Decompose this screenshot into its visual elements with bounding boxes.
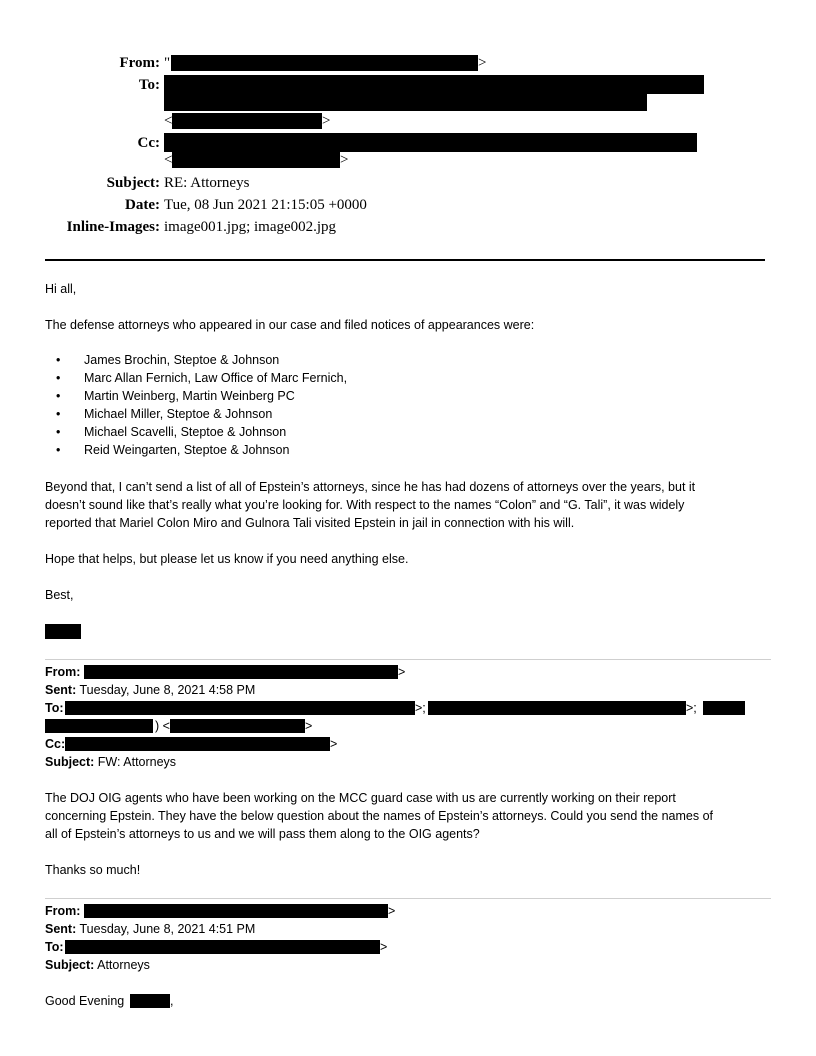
forward-body-paragraph: [45, 789, 767, 843]
original-subject-row: [45, 956, 150, 974]
redaction-box: [164, 94, 647, 111]
redaction-box: [130, 994, 170, 1008]
forward-cc-gt: >: [330, 737, 338, 751]
forward-subject-row: [45, 753, 176, 771]
header-cc-lt: <: [164, 152, 173, 168]
redaction-box: [172, 113, 322, 129]
redaction-box: [45, 719, 153, 733]
original-from-label: From:: [45, 904, 81, 918]
header-from-prefix: ": [164, 55, 171, 71]
paragraph-line: The DOJ OIG agents who have been working on the MCC guard case with us are currently working on their report: [45, 791, 676, 805]
attorney-list-item: • Reid Weingarten, Steptoe & Johnson: [45, 441, 347, 459]
original-sent-value: Tuesday, June 8, 2021 4:51 PM: [79, 922, 256, 936]
signature-redaction: [45, 624, 81, 639]
original-divider: [45, 898, 771, 899]
paragraph-line: concerning Epstein. They have the below question about the names of Epstein’s attorneys. Could you send the names of: [45, 809, 714, 823]
header-from-label: From:: [119, 55, 160, 71]
header-subject-value: RE: Attorneys: [164, 175, 250, 191]
original-from-gt: >: [388, 904, 396, 918]
header-date-row: [0, 195, 816, 215]
paragraph-line: Beyond that, I can’t send a list of all of Epstein’s attorneys, since he has had dozens of attorneys over the years, but it: [45, 480, 696, 494]
header-date-value: Tue, 08 Jun 2021 21:15:05 +0000: [164, 197, 367, 213]
attorney-list-item: • Marc Allan Fernich, Law Office of Marc Fernich,: [45, 369, 347, 387]
redaction-box: [170, 719, 305, 733]
original-to-gt: >: [380, 940, 388, 954]
forward-sent-row: [45, 681, 255, 699]
attorney-list-item: • Michael Miller, Steptoe & Johnson: [45, 405, 347, 423]
redaction-box: [172, 152, 340, 168]
header-cc-label: Cc:: [137, 135, 160, 151]
redaction-box: [84, 665, 398, 679]
header-to-lt: <: [164, 113, 173, 129]
header-subject-label: Subject:: [106, 175, 160, 191]
header-date-label: Date:: [125, 197, 160, 213]
redaction-box: [65, 940, 380, 954]
forward-to-paren-lt: ) <: [155, 719, 170, 733]
forward-from-label: From:: [45, 665, 81, 679]
original-subject-label: Subject:: [45, 958, 95, 972]
forward-subject-value: FW: Attorneys: [97, 755, 177, 769]
forward-sent-value: Tuesday, June 8, 2021 4:58 PM: [79, 683, 256, 697]
redaction-box: [171, 55, 478, 71]
header-to-gt: >: [322, 113, 331, 129]
header-from-gt: >: [478, 55, 487, 71]
paragraph-line: reported that Mariel Colon Miro and Gulnora Tali visited Epstein in jail in connection with his will.: [45, 516, 575, 530]
reply-beyond-paragraph: [45, 478, 767, 532]
header-to-label: To:: [138, 77, 160, 93]
attorney-list-item: • Michael Scavelli, Steptoe & Johnson: [45, 423, 347, 441]
reply-closing: Best,: [45, 588, 74, 602]
redaction-box: [164, 75, 704, 94]
forward-subject-label: Subject:: [45, 755, 95, 769]
original-sent-label: Sent:: [45, 922, 77, 936]
forward-from-gt: >: [398, 665, 406, 679]
forward-cc-label: Cc:: [45, 737, 66, 751]
original-sent-row: [45, 920, 255, 938]
paragraph-line: all of Epstein’s attorneys to us and we will pass them along to the OIG agents?: [45, 827, 480, 841]
forward-thanks: Thanks so much!: [45, 863, 141, 877]
header-cc-gt: >: [340, 152, 349, 168]
header-inline-images-label: Inline-Images:: [66, 219, 160, 235]
forward-divider: [45, 659, 771, 660]
attorney-list: [45, 351, 347, 459]
header-subject-row: [0, 173, 816, 193]
reply-greeting: Hi all,: [45, 282, 77, 296]
original-greeting: Good Evening: [45, 994, 125, 1008]
redaction-box: [65, 737, 330, 751]
reply-hope: Hope that helps, but please let us know if you need anything else.: [45, 552, 409, 566]
attorney-list-item: • Martin Weinberg, Martin Weinberg PC: [45, 387, 347, 405]
redaction-box: [428, 701, 686, 715]
redaction-box: [84, 904, 388, 918]
header-inline-images-value: image001.jpg; image002.jpg: [164, 219, 337, 235]
reply-intro: The defense attorneys who appeared in our case and filed notices of appearances were:: [45, 318, 535, 332]
forward-to-label: To:: [45, 701, 64, 715]
forward-to-gt-semi: >;: [686, 701, 697, 715]
forward-to-gt-semi: >;: [415, 701, 426, 715]
original-to-label: To:: [45, 940, 64, 954]
header-divider: [45, 259, 765, 261]
paragraph-line: doesn’t sound like that’s really what you’re looking for. With respect to the names “Colon” and “G. Tali”, it was widely: [45, 498, 685, 512]
forward-sent-label: Sent:: [45, 683, 77, 697]
attorney-list-item: • James Brochin, Steptoe & Johnson: [45, 351, 347, 369]
header-inline-images-row: [0, 217, 816, 237]
redaction-box: [65, 701, 415, 715]
original-greeting-suffix: ,: [170, 994, 174, 1008]
redaction-box: [703, 701, 745, 715]
original-subject-value: Attorneys: [97, 958, 150, 972]
forward-to-gt: >: [305, 719, 313, 733]
redaction-box: [164, 133, 697, 152]
